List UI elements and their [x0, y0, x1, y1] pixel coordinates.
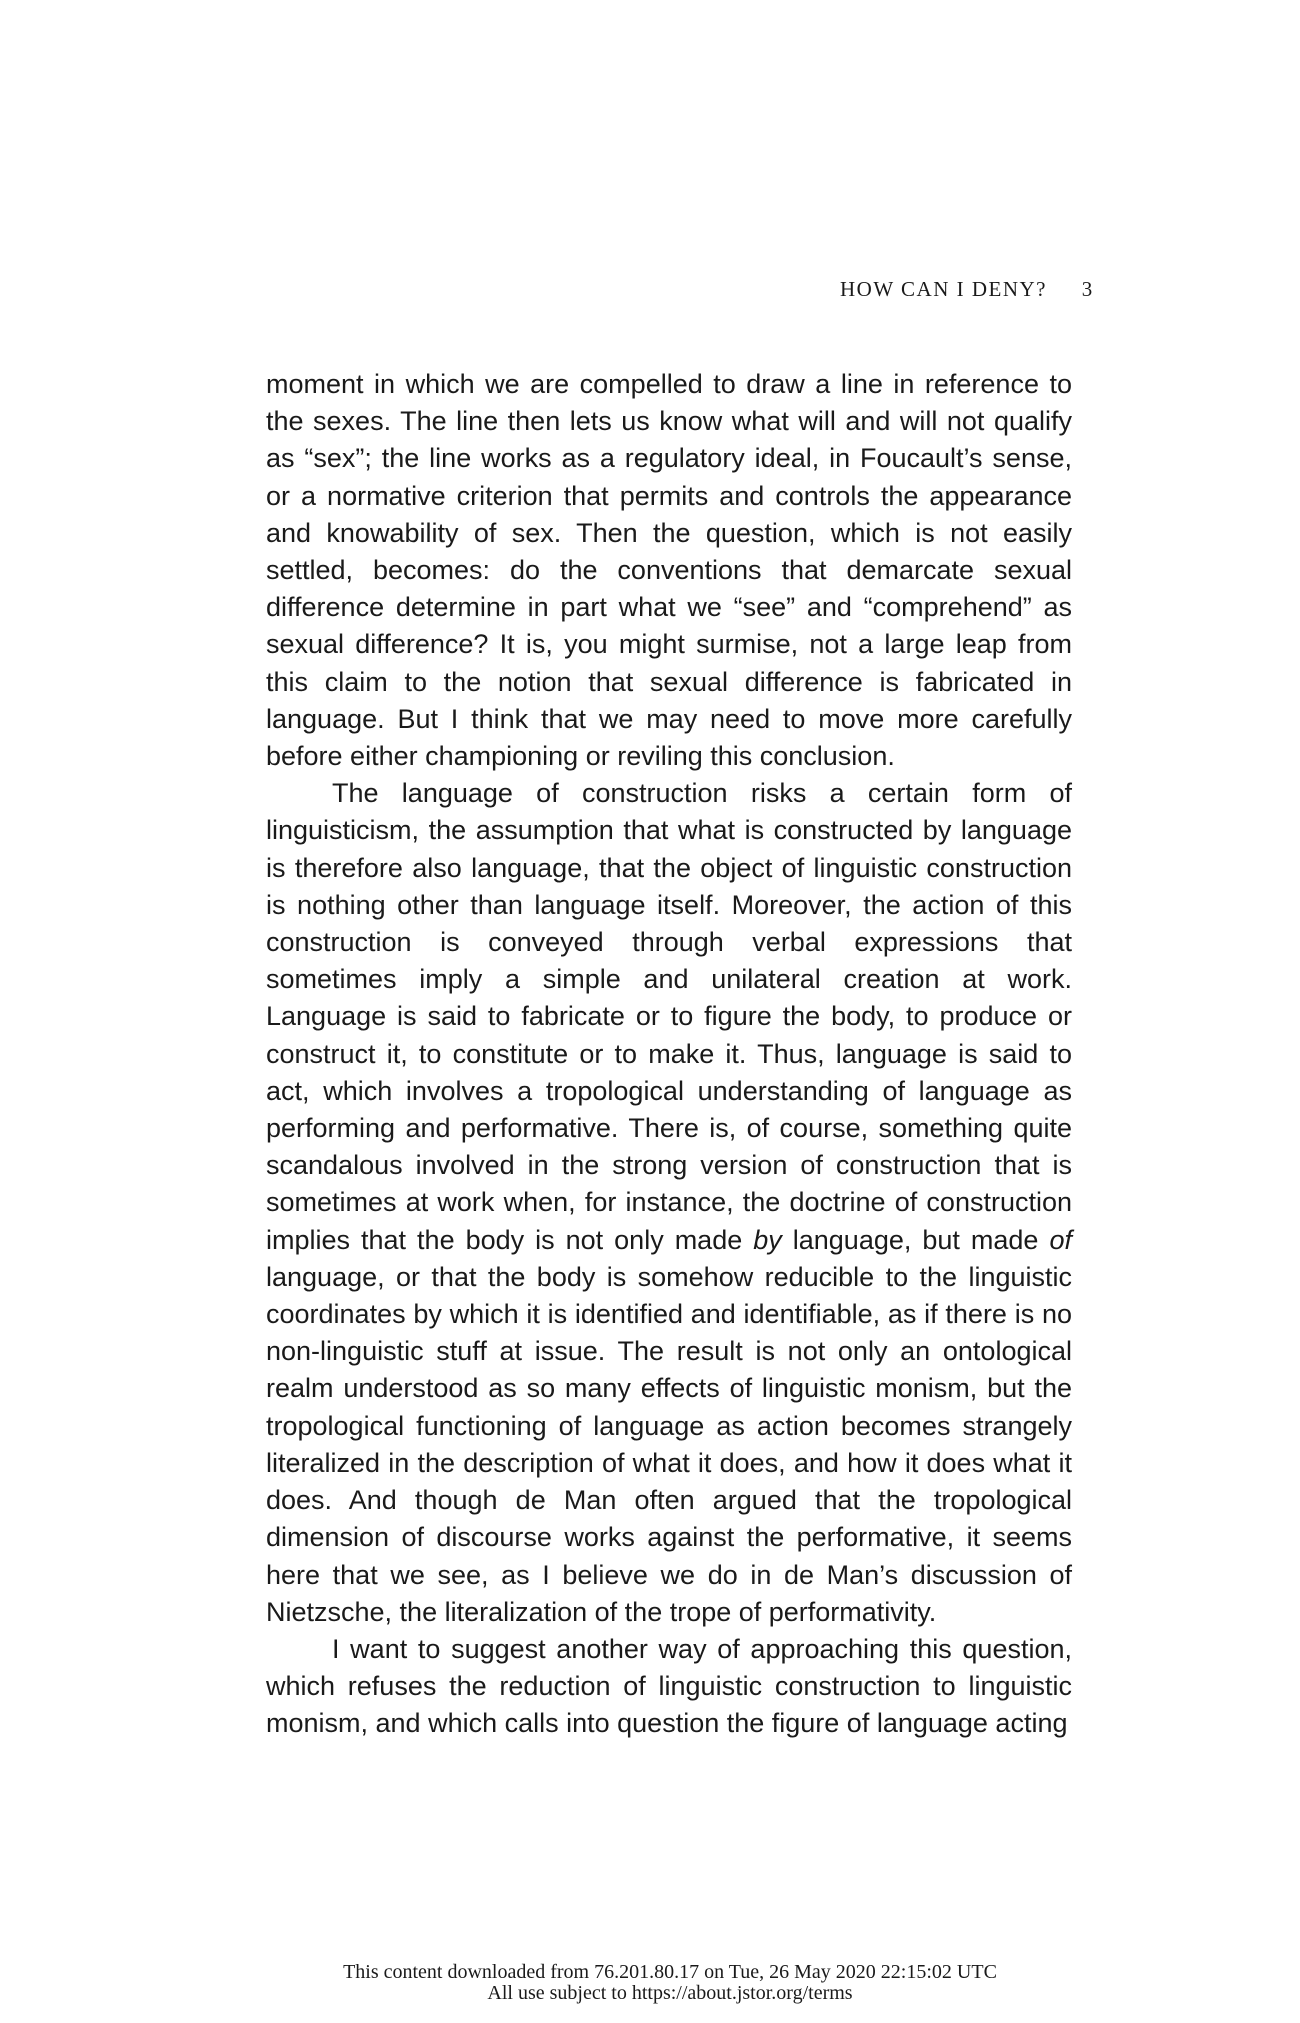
paragraph-3: I want to suggest another way of approaching this question, which refuses the reduction of linguistic construction to linguistic monism, and which calls into question the figure of language acting	[266, 1633, 1072, 1739]
running-head	[840, 277, 1140, 302]
paragraph-2-part-c: language, or that the body is somehow reducible to the linguistic coordinates by which it is identified and identifiable, as if there is no non-linguistic stuff at issue. The result is not only an ontological realm understood as so many effects of linguistic monism, but the tropological functioning of language as action becomes strangely literalized in the description of what it does, and how it does what it does. And though de Man often argued that the tropological dimension of discourse works against the performative, it seems here that we see, as I believe we do in de Man’s discussion of Nietzsche, the literalization of the trope of performativity.	[266, 1261, 1072, 1627]
italic-of: of	[1049, 1224, 1072, 1255]
running-head-title: HOW CAN I DENY?	[840, 277, 1047, 301]
paragraph-2	[266, 775, 1072, 1631]
page-number: 3	[1081, 277, 1094, 301]
download-notice: This content downloaded from 76.201.80.17 on Tue, 26 May 2020 22:15:02 UTC	[343, 1961, 997, 1983]
jstor-footer	[0, 1962, 1300, 2004]
paragraph-2-part-a: The language of construction risks a certain form of linguisticism, the assumption that what is constructed by language is therefore also language, that the object of linguistic construction is nothing other than language itself. Moreover, the action of this construction is conveyed through verbal expressions that sometimes imply a simple and unilateral creation at work. Language is said to fabricate or to figure the body, to produce or construct it, to constitute or to make it. Thus, language is said to act, which involves a tropological understanding of language as performing and performative. There is, of course, something quite scandalous involved in the strong version of construction that is sometimes at work when, for instance, the doctrine of construction implies that the body is not only made	[266, 778, 1072, 1255]
terms-notice: All use subject to https://about.jstor.org/terms	[487, 1982, 853, 2004]
paragraph-2-part-b: language, but made	[781, 1224, 1050, 1255]
paragraph-1: moment in which we are compelled to draw a line in reference to the sexes. The line then lets us know what will and will not qualify as “sex”; the line works as a regulatory ideal, in Foucault’s sense, or a normative criterion that permits and controls the appearance and knowability of sex. Then the question, which is not easily settled, becomes: do the conventions that demarcate sexual difference determine in part what we “see” and “comprehend” as sexual difference? It is, you might surmise, not a large leap from this claim to the notion that sexual difference is fabricated in language. But I think that we may need to move more carefully before either championing or reviling this conclusion.	[266, 369, 1072, 772]
body-text	[266, 366, 1072, 1743]
italic-by: by	[753, 1224, 782, 1255]
